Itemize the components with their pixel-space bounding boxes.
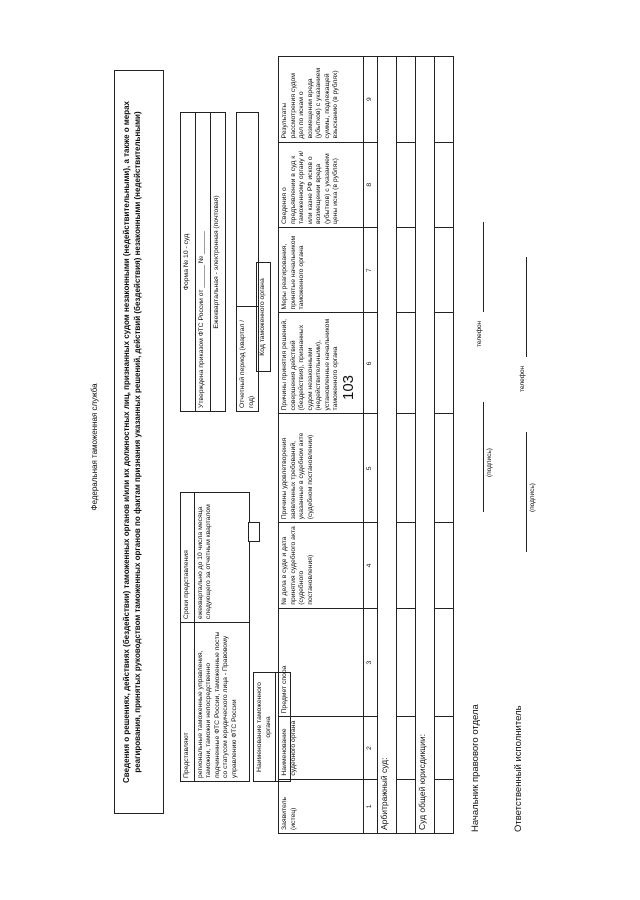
form-frequency: Ежеквартальная - электронная (почтовая) [211,113,226,412]
main-table [278,56,454,834]
executor-title: Ответственный исполнитель [513,705,524,832]
customs-name-field[interactable] [248,522,260,542]
col-num-1: 1 [364,779,378,833]
head-signature-line[interactable] [483,402,484,512]
col-num-4: 4 [364,523,378,608]
col-header-9: Результаты рассмотрения судом дел по искам о возмещении вреда (убытков) с указанием суммы, подлежащей взысканию (в рублях) [279,57,364,143]
col-header-2: Наименование судебного органа [279,717,364,779]
page-number: 103 [340,374,357,400]
document-sheet [88,52,536,842]
head-phone-line[interactable] [483,222,484,312]
executor-signature-line[interactable] [526,432,527,552]
executor-signature-caption: (подпись) [529,483,536,512]
col-header-5: Причины удовлетворения заявленных требований, указанные в судебном акте (судебном постановлении) [279,414,364,523]
col-header-7: Меры реагирования, принятые начальником таможенного органа [279,228,364,313]
customs-name-label: Наименование таможенного органа [254,673,276,782]
form-approved: Утверждена приказом ФТС России от ______ № ______ [196,113,211,412]
section-general-jurisdiction: Суд общей юрисдикции: [415,57,434,834]
executor-phone-line[interactable] [526,257,527,357]
submitters-text: региональные таможенные управления, таможни, таможни непосредственно подчиненные ФТС России, таможенные посты со статусом юридического лица - Правовому управлению ФТС России [194,623,249,782]
col-header-6: Причины принятия решений, совершения действий (бездействия), признанных судом незаконными (недействительными), установленные начальником таможенного органа [279,313,364,414]
section-arbitration: Арбитражный суд: [377,57,396,834]
table-row[interactable] [396,57,415,834]
col-header-1: Заявитель (истец) [279,779,364,833]
col-num-2: 2 [364,717,378,779]
submission-table [180,492,250,782]
col-num-8: 8 [364,142,378,227]
submitters-header: Представляют [181,623,195,782]
col-num-3: 3 [364,608,378,717]
head-signature-caption: (подпись) [486,448,493,477]
col-header-4: № дела в суде и дата принятия судебного акта (судебного постановления) [279,523,364,608]
col-num-9: 9 [364,57,378,143]
head-title: Начальник правового отдела [470,704,481,832]
deadline-header: Сроки представления [181,493,195,623]
head-phone-label: телефон [476,320,483,347]
form-label: Форма № 10 - суд [181,113,196,412]
service-title: Федеральная таможенная служба [90,383,99,511]
deadline-text: ежеквартально до 10 числа месяца следующего за отчетным кварталом [194,493,249,623]
col-num-6: 6 [364,313,378,414]
customs-code-label: Код таможенного органа [257,263,271,372]
period-label: Отчетный период (квартал /год) [237,307,259,412]
col-header-3: Предмет спора [279,608,364,717]
col-header-8: Сведения о предъявлении в суд к таможенному органу и/или казне РФ исков о возмещении вреда (убытков) с указанием цены иска (в рублях) [279,142,364,227]
table-row[interactable] [434,57,453,834]
form-info-table [180,112,226,412]
report-heading-box [108,62,170,822]
customs-code-table [256,262,271,372]
col-num-7: 7 [364,228,378,313]
col-num-5: 5 [364,414,378,523]
executor-phone-label: телефон [519,365,526,392]
report-heading: Сведения о решениях, действиях (бездействии) таможенных органов и/или их должностных лиц, признанных судом незаконными (недействительными), а также о мерах реагирования, принятых руководством таможенных органов по фактам признания указанных решений, действий (бездействия) незаконными (недействительными) [114,70,164,814]
